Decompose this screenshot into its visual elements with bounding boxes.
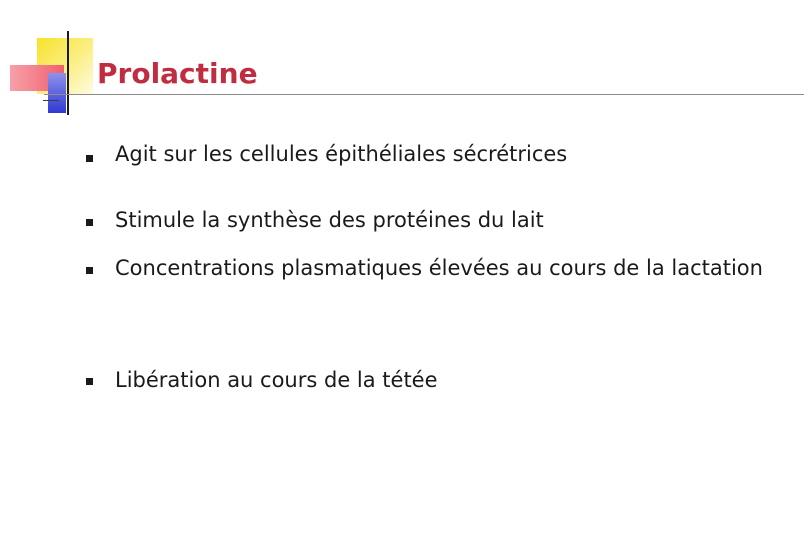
corner-vertical-rule (67, 31, 69, 115)
square-bullet-icon (86, 378, 93, 385)
corner-tick-mark (43, 100, 59, 101)
bullet-text: Libération au cours de la tétée (115, 368, 438, 392)
bullet-text: Stimule la synthèse des protéines du lait (115, 208, 544, 232)
bullet-text: Concentrations plasmatiques élevées au cours de la lactation (115, 256, 763, 280)
bullet-text: Agit sur les cellules épithéliales sécrétrices (115, 142, 568, 166)
square-bullet-icon (86, 155, 93, 162)
corner-blue-bar (48, 73, 66, 113)
square-bullet-icon (86, 219, 93, 226)
title-underline (44, 94, 804, 95)
square-bullet-icon (86, 267, 93, 274)
slide-title: Prolactine (97, 57, 258, 90)
